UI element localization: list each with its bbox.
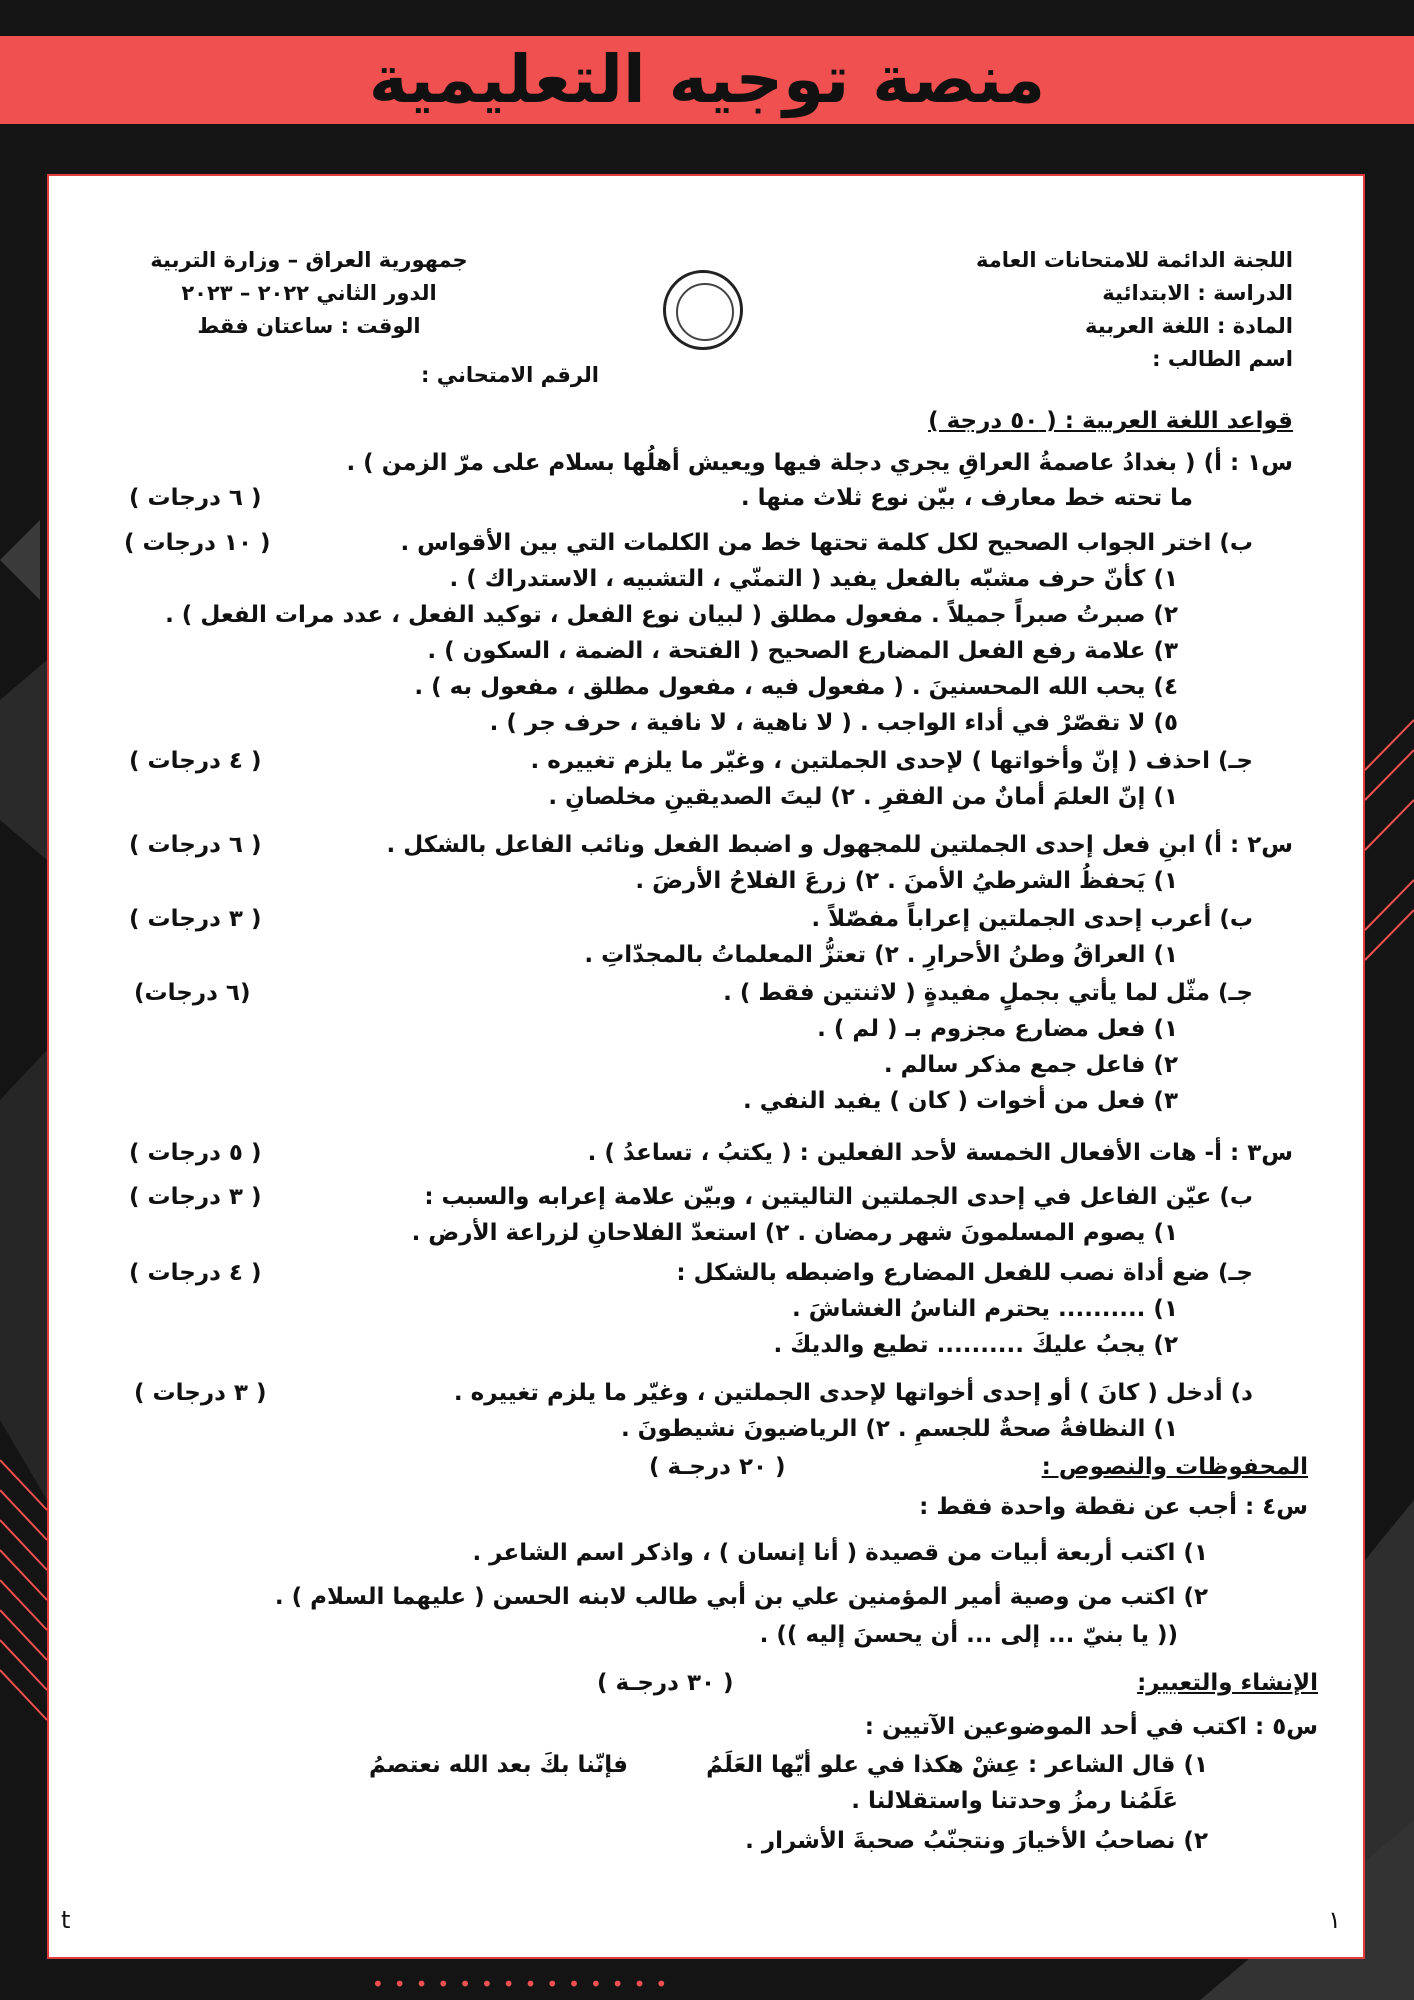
ministry-seal-icon xyxy=(663,270,743,350)
q4: س٤ : أجب عن نقطة واحدة فقط : xyxy=(919,1494,1308,1520)
exam-paper xyxy=(47,174,1365,1959)
q3-c-2: ٢) يجبُ عليكَ .......... تطيع والديكَ . xyxy=(773,1332,1178,1358)
q3-b-mark: ( ٣ درجات ) xyxy=(129,1184,262,1210)
q2-c: جـ) مثّل لما يأتي بجملٍ مفيدةٍ ( لاثنتين فقط ) . xyxy=(723,980,1253,1006)
q3-d-mark: ( ٣ درجات ) xyxy=(134,1380,267,1406)
footer-left-char: t xyxy=(61,1906,71,1934)
q1-b-2: ٢) صبرتُ صبراً جميلاً . مفعول مطلق ( لبيان نوع الفعل ، توكيد الفعل ، عدد مرات الفعل ) . xyxy=(165,602,1178,628)
q3-b-items: ١) يصوم المسلمونَ شهر رمضان . ٢) استعدّ الفلاحانِ لزراعة الأرض . xyxy=(411,1220,1178,1246)
q2-c-1: ١) فعل مضارع مجزوم بـ ( لم ) . xyxy=(817,1016,1178,1042)
q1-a-task: ما تحته خط معارف ، بيّن نوع ثلاث منها . xyxy=(740,485,1193,511)
q1-a-mark: ( ٦ درجات ) xyxy=(129,485,262,511)
section-composition-mark: ( ٣٠ درجـة ) xyxy=(597,1670,734,1696)
q3-c-1: ١) .......... يحترم الناسُ الغشاشَ . xyxy=(791,1296,1178,1322)
q3-b: ب) عيّن الفاعل في إحدى الجملتين التاليتين ، وبيّن علامة إعرابه والسبب : xyxy=(424,1184,1253,1210)
q5-1-cont: عَلَمُنا رمزُ وحدتنا واستقلالنا . xyxy=(851,1788,1178,1814)
q3-a: س٣ : أ- هات الأفعال الخمسة لأحد الفعلين : ( يكتبُ ، تساعدُ ) . xyxy=(587,1140,1293,1166)
header-session: الدور الثاني ٢٠٢٢ – ٢٠٢٣ xyxy=(181,281,437,305)
q2-c-2: ٢) فاعل جمع مذكر سالم . xyxy=(883,1052,1178,1078)
header-subject: المادة : اللغة العربية xyxy=(1085,314,1293,338)
q1-b-mark: ( ١٠ درجات ) xyxy=(124,530,271,556)
section-memorization-mark: ( ٢٠ درجـة ) xyxy=(649,1454,786,1480)
header-exam-number: الرقم الامتحاني : xyxy=(421,363,599,387)
q3-c: جـ) ضع أداة نصب للفعل المضارع واضبطه بالشكل : xyxy=(676,1260,1253,1286)
q1-b-3: ٣) علامة رفع الفعل المضارع الصحيح ( الفتحة ، الضمة ، السكون ) . xyxy=(427,638,1178,664)
page-number: ١ xyxy=(1328,1906,1341,1934)
q4-1: ١) اكتب أربعة أبيات من قصيدة ( أنا إنسان ) ، واذكر اسم الشاعر . xyxy=(472,1540,1208,1566)
q2-a-items: ١) يَحفظُ الشرطيُ الأمنَ . ٢) زرعَ الفلاحُ الأرضَ . xyxy=(635,868,1178,894)
q3-d: د) أدخل ( كانَ ) أو إحدى أخواتها لإحدى الجملتين ، وغيّر ما يلزم تغييره . xyxy=(453,1380,1253,1406)
q2-a-mark: ( ٦ درجات ) xyxy=(129,832,262,858)
q2-c-3: ٣) فعل من أخوات ( كان ) يفيد النفي . xyxy=(742,1088,1178,1114)
header-stage: الدراسة : الابتدائية xyxy=(1102,281,1293,305)
q1-c-mark: ( ٤ درجات ) xyxy=(129,748,262,774)
q2-c-mark: (٦ درجات) xyxy=(134,980,251,1006)
header-right xyxy=(873,244,1293,376)
q4-2-quote: (( يا بنيّ ... إلى ... أن يحسنَ إليه )) . xyxy=(759,1622,1178,1648)
q1-a: س١ : أ) ( بغدادُ عاصمةُ العراقِ يجري دجلة فيها ويعيش أهلُها بسلام على مرّ الزمن ) . xyxy=(346,450,1293,476)
q1-c-items: ١) إنّ العلمَ أمانٌ من الفقرِ . ٢) ليتَ الصديقينِ مخلصانِ . xyxy=(548,784,1178,810)
q5-1: ١) قال الشاعر : عِشْ هكذا في علو أيّها العَلَمُ xyxy=(706,1752,1208,1778)
decorative-dots: •••••••••••••• xyxy=(372,1972,678,1996)
q1-b-1: ١) كأنّ حرف مشبّه بالفعل يفيد ( التمنّي ، التشبيه ، الاستدراك ) . xyxy=(449,566,1178,592)
q2-a: س٢ : أ) ابنِ فعل إحدى الجملتين للمجهول و اضبط الفعل ونائب الفاعل بالشكل . xyxy=(386,832,1293,858)
q5: س٥ : اكتب في أحد الموضوعين الآتيين : xyxy=(864,1714,1318,1740)
q1-b: ب) اختر الجواب الصحيح لكل كلمة تحتها خط من الكلمات التي بين الأقواس . xyxy=(400,530,1253,556)
header-republic: جمهورية العراق – وزارة التربية xyxy=(150,248,468,272)
section-grammar: قواعد اللغة العربية : ( ٥٠ درجة ) xyxy=(928,408,1293,434)
q1-b-5: ٥) لا تقصّرْ في أداء الواجب . ( لا ناهية ، لا نافية ، حرف جر ) . xyxy=(489,710,1178,736)
banner-title: منصة توجيه التعليمية xyxy=(0,36,1414,124)
q2-b-items: ١) العراقُ وطنُ الأحرارِ . ٢) تعتزُّ المعلماتُ بالمجدّاتِ . xyxy=(584,942,1178,968)
q3-d-items: ١) النظافةُ صحةٌ للجسمِ . ٢) الرياضيونَ نشيطونَ . xyxy=(620,1416,1178,1442)
q5-2: ٢) نصاحبُ الأخيارَ ونتجنّبُ صحبةَ الأشرار . xyxy=(745,1828,1208,1854)
q1-b-4: ٤) يحب الله المحسنينَ . ( مفعول فيه ، مفعول مطلق ، مفعول به ) . xyxy=(414,674,1178,700)
header-left xyxy=(129,244,489,343)
q4-2: ٢) اكتب من وصية أمير المؤمنين علي بن أبي طالب لابنه الحسن ( عليهما السلام ) . xyxy=(274,1584,1208,1610)
q3-a-mark: ( ٥ درجات ) xyxy=(129,1140,262,1166)
q2-b: ب) أعرب إحدى الجملتين إعراباً مفصّلاً . xyxy=(811,906,1253,932)
header-committee: اللجنة الدائمة للامتحانات العامة xyxy=(976,248,1293,272)
section-composition: الإنشاء والتعبير: xyxy=(1137,1670,1318,1696)
q3-c-mark: ( ٤ درجات ) xyxy=(129,1260,262,1286)
header-student-name: اسم الطالب : xyxy=(1152,347,1293,371)
q5-1-verse: فإنّنا بكَ بعد الله نعتصمُ xyxy=(369,1752,628,1778)
q2-b-mark: ( ٣ درجات ) xyxy=(129,906,262,932)
section-memorization: المحفوظات والنصوص : xyxy=(1041,1454,1308,1480)
header-time: الوقت : ساعتان فقط xyxy=(197,314,421,338)
q1-c: جـ) احذف ( إنّ وأخواتها ) لإحدى الجملتين ، وغيّر ما يلزم تغييره . xyxy=(530,748,1253,774)
